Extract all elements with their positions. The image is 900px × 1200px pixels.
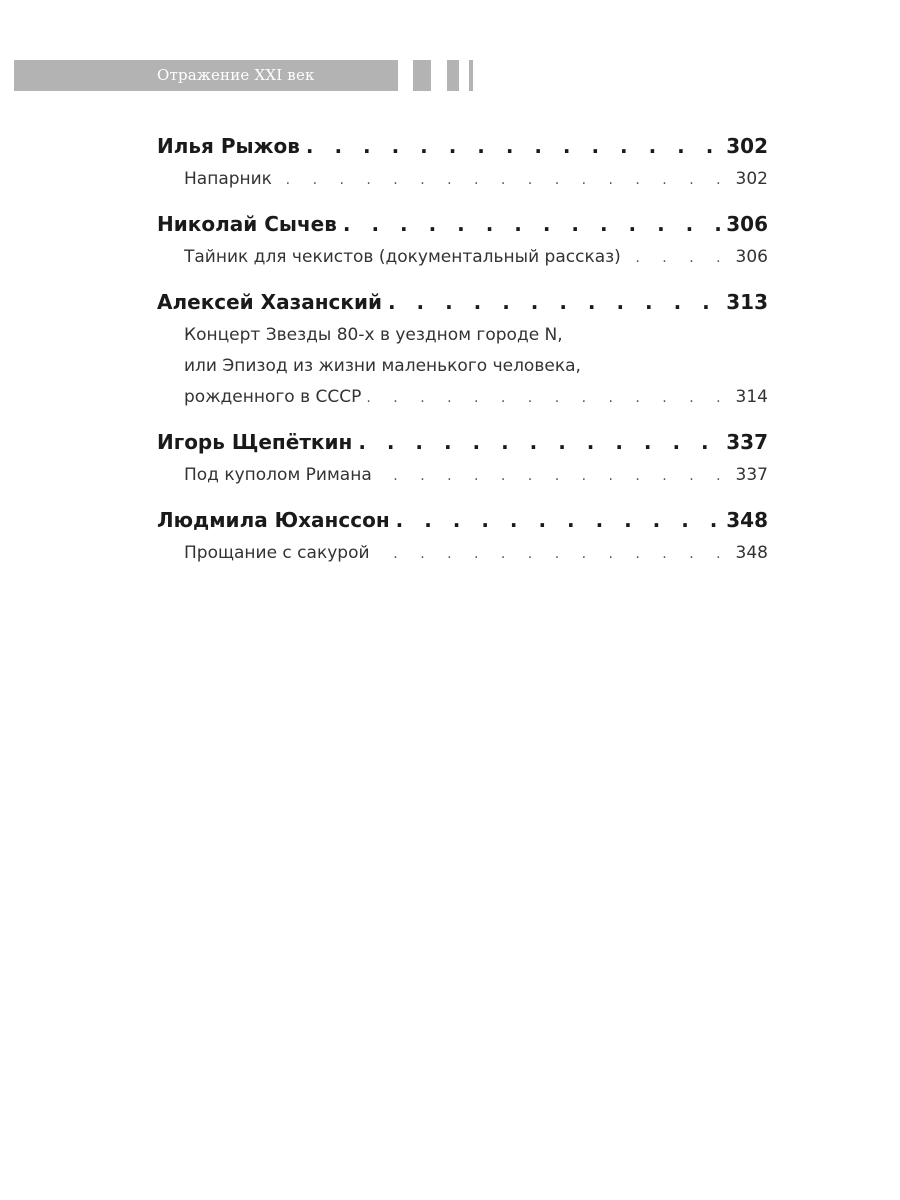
dot-leader xyxy=(376,539,730,569)
toc-work-title: Прощание с сакурой xyxy=(184,543,370,563)
table-of-contents xyxy=(157,128,768,580)
toc-author-block xyxy=(157,424,768,490)
toc-author-name: Алексей Хазанский xyxy=(157,290,382,314)
toc-work-page: 302 xyxy=(735,169,768,189)
toc-author-block xyxy=(157,128,768,194)
header-decoration-bar xyxy=(447,60,459,91)
toc-author-page: 337 xyxy=(726,430,768,454)
toc-author-block xyxy=(157,284,768,412)
toc-author-page: 348 xyxy=(726,508,768,532)
dot-leader xyxy=(627,243,730,273)
dot-leader xyxy=(367,383,729,413)
toc-work-row[interactable] xyxy=(157,382,768,412)
dot-leader xyxy=(396,502,721,538)
toc-author-row[interactable] xyxy=(157,128,768,164)
toc-author-row[interactable] xyxy=(157,284,768,320)
toc-author-row[interactable] xyxy=(157,424,768,460)
header-decoration-bar xyxy=(413,60,431,91)
toc-work-row[interactable] xyxy=(157,164,768,194)
toc-author-block xyxy=(157,206,768,272)
toc-work-title: Тайник для чекистов (документальный рассказ) xyxy=(184,247,621,267)
toc-work-row[interactable] xyxy=(157,460,768,490)
toc-work-page: 306 xyxy=(735,247,768,267)
toc-work-title: Напарник xyxy=(184,169,272,189)
toc-work-title-line: или Эпизод из жизни маленького человека, xyxy=(184,356,581,376)
toc-work-row[interactable] xyxy=(157,538,768,568)
dot-leader xyxy=(343,206,720,242)
dot-leader xyxy=(388,284,720,320)
toc-author-row[interactable] xyxy=(157,502,768,538)
toc-author-page: 302 xyxy=(726,134,768,158)
toc-author-row[interactable] xyxy=(157,206,768,242)
toc-work-page: 337 xyxy=(735,465,768,485)
toc-author-name: Николай Сычев xyxy=(157,212,337,236)
dot-leader xyxy=(378,461,730,491)
toc-author-name: Илья Рыжов xyxy=(157,134,300,158)
toc-work-page: 348 xyxy=(735,543,768,563)
toc-author-page: 313 xyxy=(726,290,768,314)
toc-work-page: 314 xyxy=(735,387,768,407)
toc-work-row[interactable] xyxy=(157,242,768,272)
toc-author-page: 306 xyxy=(726,212,768,236)
toc-work-title-line: рожденного в СССР xyxy=(184,387,362,407)
toc-author-name: Игорь Щепёткин xyxy=(157,430,353,454)
dot-leader xyxy=(306,128,720,164)
running-header-title: Отражение XXI век xyxy=(157,66,315,84)
header-decoration-bar xyxy=(469,60,473,91)
toc-work-title-line: Концерт Звезды 80-х в уездном городе N, xyxy=(184,325,563,345)
dot-leader xyxy=(278,165,730,195)
dot-leader xyxy=(358,424,720,460)
toc-author-block xyxy=(157,502,768,568)
toc-work-title: Под куполом Римана xyxy=(184,465,372,485)
toc-author-name: Людмила Юханссон xyxy=(157,508,390,532)
